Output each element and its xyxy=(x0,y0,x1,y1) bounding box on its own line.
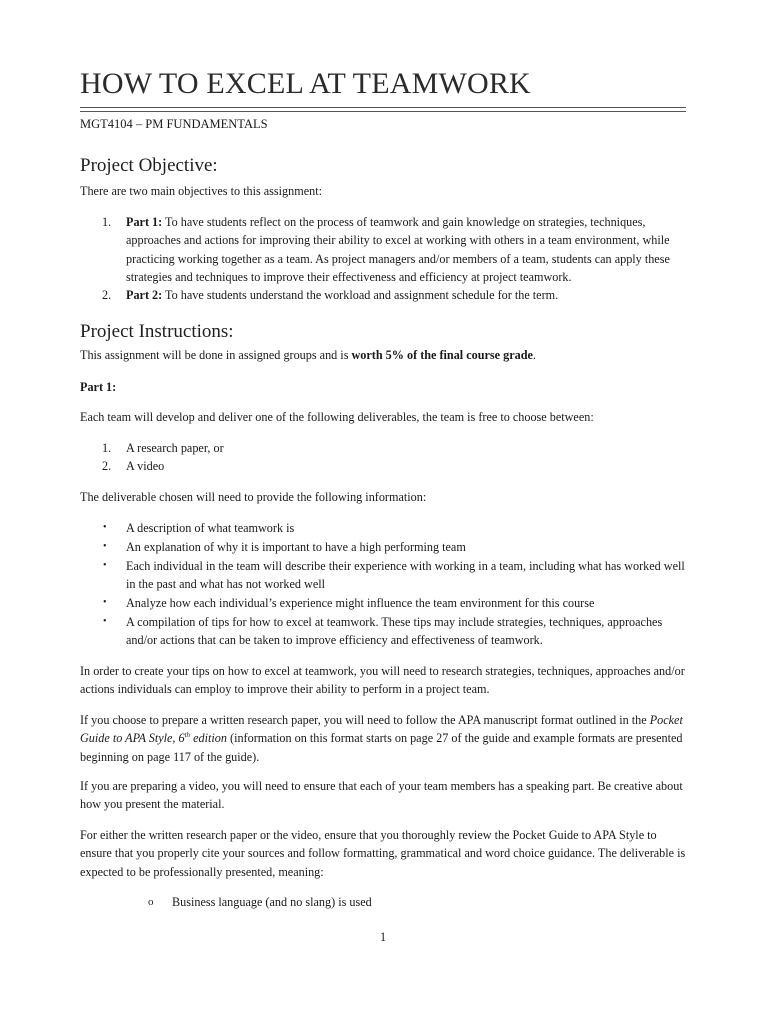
bullet-marker: • xyxy=(103,522,107,533)
deliverable-option-text: A video xyxy=(126,459,165,473)
page-number: 1 xyxy=(379,930,387,944)
title-rule-top xyxy=(80,107,686,108)
bullet-marker: • xyxy=(103,560,107,571)
objective-item-label: Part 1: xyxy=(126,215,163,229)
objective-item-label: Part 2: xyxy=(126,288,163,302)
document-title: HOW TO EXCEL AT TEAMWORK xyxy=(80,67,531,100)
instructions-intro: This assignment will be done in assigned groups and is worth 5% of the final course grade. xyxy=(80,348,536,362)
sub-bullet-marker: o xyxy=(148,896,154,908)
list-number: 2. xyxy=(102,459,112,473)
list-number: 1. xyxy=(102,215,112,229)
instructions-heading: Project Instructions: xyxy=(80,321,234,342)
list-number: 1. xyxy=(102,441,112,455)
part1-label: Part 1: xyxy=(80,380,117,394)
objective-heading: Project Objective: xyxy=(80,155,218,176)
info-intro: The deliverable chosen will need to provide the following information: xyxy=(80,490,427,504)
title-rule-bottom xyxy=(80,111,686,112)
objective-item-text: To have students reflect on the process of teamwork and gain knowledge on strategies, techniques, approaches and actions for improving their ability to excel at working with others in a team environment, while practicing working together as a team. As project managers and/or members of a team, students can apply these strategies and techniques to improve their effectiveness and efficiency at project teamwork. xyxy=(126,215,670,285)
deliverable-intro: Each team will develop and deliver one of the following deliverables, the team is free to choose between: xyxy=(80,410,594,424)
bullet-marker: • xyxy=(103,616,107,627)
video-paragraph: If you are preparing a video, you will need to ensure that each of your team members has a speaking part. Be creative about how you present the material. xyxy=(80,779,683,812)
either-paragraph: For either the written research paper or the video, ensure that you thoroughly review the Pocket Guide to APA Style to ensure that you properly cite your sources and follow formatting, grammatical and word choice guidance. The deliverable is expected to be professionally presented, meaning: xyxy=(80,828,686,879)
bullet-marker: • xyxy=(103,597,107,608)
grade-weight: worth 5% of the final course grade xyxy=(351,348,533,362)
apa-guide-title: Pocket Guide to APA Style, 6th edition xyxy=(80,713,683,746)
objective-item-text: To have students understand the workload and assignment schedule for the term. xyxy=(162,288,559,302)
apa-paragraph: If you choose to prepare a written research paper, you will need to follow the APA manuscript format outlined in the Pocket Guide to APA Style, 6th edition (information on this format starts on page 27 of the guide and example formats are presented beginning on page 117 of the guide). xyxy=(80,713,683,764)
bullet-marker: • xyxy=(103,541,107,552)
list-number: 2. xyxy=(102,288,112,302)
course-code: MGT4104 – PM FUNDAMENTALS xyxy=(80,117,268,131)
deliverable-option-text: A research paper, or xyxy=(126,441,224,455)
tips-paragraph: In order to create your tips on how to excel at teamwork, you will need to research strategies, techniques, approaches and/or actions individuals can employ to improve their ability to perform in a project team. xyxy=(80,664,685,697)
objective-intro: There are two main objectives to this assignment: xyxy=(80,184,322,198)
